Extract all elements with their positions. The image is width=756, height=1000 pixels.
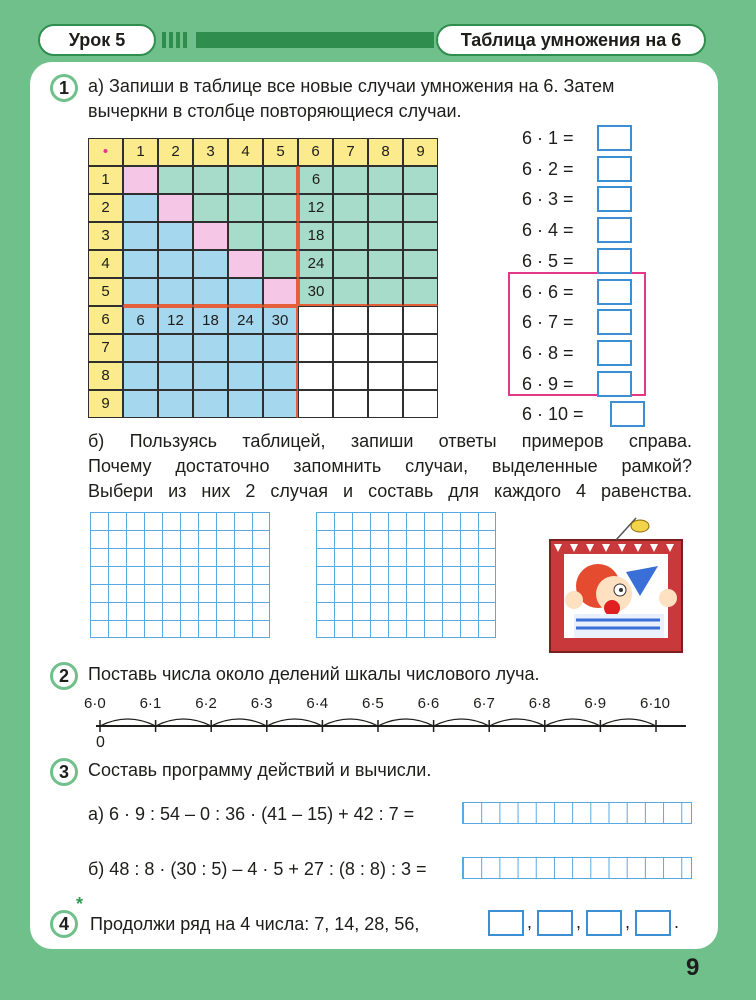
table-cell[interactable] xyxy=(263,222,298,250)
table-cell[interactable]: 12 xyxy=(298,194,333,222)
table-row-header: 4 xyxy=(88,250,123,278)
ray-label: 6·10 xyxy=(640,695,671,712)
task-1b-line-2: Почему достаточно запомнить случаи, выделенные рамкой? xyxy=(88,456,692,476)
task-3b-expression: б) 48 : 8 · (30 : 5) – 4 · 5 + 27 : (8 : 8) : 3 = xyxy=(88,859,427,879)
equation-text: 6 · 4 = xyxy=(522,220,574,241)
equation-answer-box[interactable] xyxy=(597,340,632,366)
table-cell[interactable] xyxy=(158,278,193,306)
equation-answer-box[interactable] xyxy=(597,156,632,182)
ray-label: 6·2 xyxy=(195,695,217,712)
ray-label: 6·0 xyxy=(84,695,106,712)
table-column-header: 4 xyxy=(228,138,263,166)
table-cell[interactable] xyxy=(228,278,263,306)
ray-label: 6·8 xyxy=(528,695,551,712)
answer-grid-1[interactable] xyxy=(90,512,270,638)
table-column-header: 1 xyxy=(123,138,158,166)
equation-text: 6 · 1 = xyxy=(522,128,574,148)
table-column-header: 9 xyxy=(403,138,438,166)
table-row-header: 9 xyxy=(88,390,123,418)
ray-label: 6·4 xyxy=(306,695,329,712)
clown-illustration xyxy=(540,510,700,660)
equation-answer-box[interactable] xyxy=(597,217,632,243)
table-row-header: 7 xyxy=(88,334,123,362)
table-cell[interactable] xyxy=(158,362,193,390)
table-cell[interactable] xyxy=(123,194,158,222)
table-column-header: 3 xyxy=(193,138,228,166)
equation-text: 6 · 10 = xyxy=(522,404,584,425)
table-cell[interactable] xyxy=(333,390,368,418)
table-cell[interactable] xyxy=(193,334,228,362)
table-cell[interactable] xyxy=(298,306,333,334)
ray-arc xyxy=(211,719,267,726)
table-cell[interactable] xyxy=(158,166,193,194)
table-cell[interactable] xyxy=(298,334,333,362)
table-cell[interactable] xyxy=(193,250,228,278)
table-cell[interactable] xyxy=(368,306,403,334)
table-cell[interactable]: 24 xyxy=(298,250,333,278)
table-cell[interactable] xyxy=(403,278,438,306)
ray-label: 6·7 xyxy=(473,695,495,712)
table-cell[interactable] xyxy=(193,194,228,222)
table-row-header: 8 xyxy=(88,362,123,390)
ray-arc xyxy=(378,719,434,726)
ray-arc xyxy=(267,719,323,726)
difficulty-star: * xyxy=(76,894,84,914)
ray-arc xyxy=(156,719,212,726)
table-cell[interactable] xyxy=(333,166,368,194)
table-cell[interactable] xyxy=(158,222,193,250)
equation-text: 6 · 6 = xyxy=(522,281,574,302)
ray-arc xyxy=(545,719,601,726)
table-cell[interactable]: 18 xyxy=(193,306,228,334)
equation-answer-box[interactable] xyxy=(597,309,632,335)
table-cell[interactable] xyxy=(333,222,368,250)
table-cell[interactable] xyxy=(298,390,333,418)
table-cell[interactable]: 30 xyxy=(298,278,333,306)
table-cell[interactable]: 30 xyxy=(263,306,298,334)
table-cell[interactable] xyxy=(403,166,438,194)
table-cell[interactable]: 6 xyxy=(123,306,158,334)
equation-answer-box[interactable] xyxy=(610,401,645,427)
table-cell[interactable] xyxy=(263,390,298,418)
sequence-separator: . xyxy=(674,912,680,932)
table-cell[interactable] xyxy=(228,390,263,418)
equation-text: 6 · 8 = xyxy=(522,342,574,363)
table-cell[interactable] xyxy=(193,222,228,250)
table-cell[interactable]: 24 xyxy=(228,306,263,334)
table-cell[interactable] xyxy=(158,334,193,362)
table-cell[interactable]: 18 xyxy=(298,222,333,250)
sequence-separator: , xyxy=(576,912,582,932)
table-column-header: 5 xyxy=(263,138,298,166)
table-cell[interactable] xyxy=(228,194,263,222)
ray-label: 6·3 xyxy=(250,695,273,712)
table-cell[interactable] xyxy=(193,390,228,418)
equation-text: 6 · 3 = xyxy=(522,189,574,210)
table-cell[interactable] xyxy=(228,222,263,250)
equation-answer-box[interactable] xyxy=(597,186,632,212)
table-row-header: 6 xyxy=(88,306,123,334)
table-cell[interactable] xyxy=(368,250,403,278)
ray-label: 6·5 xyxy=(362,695,384,712)
ray-arc xyxy=(489,719,545,726)
table-cell[interactable] xyxy=(403,362,438,390)
table-row-header: 2 xyxy=(88,194,123,222)
table-cell[interactable] xyxy=(368,166,403,194)
table-column-header: 2 xyxy=(158,138,193,166)
equation-text: 6 · 7 = xyxy=(522,312,574,333)
answer-grid-2[interactable] xyxy=(316,512,496,638)
table-column-header: 8 xyxy=(368,138,403,166)
table-cell[interactable] xyxy=(263,194,298,222)
equation-answer-box[interactable] xyxy=(597,279,632,305)
table-cell[interactable] xyxy=(193,362,228,390)
table-cell[interactable] xyxy=(368,194,403,222)
task-1b-line-1: б) Пользуясь таблицей, запиши ответы примеров справа. xyxy=(88,431,692,451)
equation-answer-box[interactable] xyxy=(597,125,632,151)
table-cell[interactable]: 12 xyxy=(158,306,193,334)
table-cell[interactable] xyxy=(158,194,193,222)
table-cell[interactable] xyxy=(403,194,438,222)
task-4-number: 4 xyxy=(50,910,78,938)
equation-text: 6 · 5 = xyxy=(522,250,574,271)
equation-text: 6 · 9 = xyxy=(522,373,574,394)
table-cell[interactable] xyxy=(333,362,368,390)
task-4-text: Продолжи ряд на 4 числа: 7, 14, 28, 56, xyxy=(90,914,420,934)
equation-text: 6 · 2 = xyxy=(522,158,574,179)
ray-label: 6·1 xyxy=(139,695,162,712)
ray-arc xyxy=(322,719,378,726)
table-cell[interactable] xyxy=(368,222,403,250)
sequence-answer-box[interactable] xyxy=(586,910,622,936)
equation-answer-box[interactable] xyxy=(597,248,632,274)
table-corner: • xyxy=(88,138,123,166)
table-row-header: 3 xyxy=(88,222,123,250)
table-cell[interactable] xyxy=(403,334,438,362)
table-cell[interactable] xyxy=(193,278,228,306)
table-cell[interactable] xyxy=(263,278,298,306)
table-cell[interactable] xyxy=(333,306,368,334)
table-cell[interactable] xyxy=(228,334,263,362)
table-cell[interactable] xyxy=(368,278,403,306)
table-cell[interactable] xyxy=(123,362,158,390)
ray-label: 6·6 xyxy=(417,695,440,712)
table-cell[interactable] xyxy=(333,334,368,362)
table-row-header: 1 xyxy=(88,166,123,194)
task-3b-answer-cells[interactable] xyxy=(462,857,692,879)
table-cell[interactable] xyxy=(333,250,368,278)
task-3a-answer-cells[interactable] xyxy=(462,802,692,824)
table-cell[interactable] xyxy=(403,250,438,278)
sequence-answer-box[interactable] xyxy=(537,910,573,936)
table-cell[interactable] xyxy=(123,278,158,306)
table-cell[interactable] xyxy=(228,250,263,278)
header-stripes xyxy=(162,32,190,53)
sequence-separator: , xyxy=(527,912,533,932)
ray-label: 6·9 xyxy=(584,695,607,712)
table-cell[interactable] xyxy=(368,390,403,418)
table-cell[interactable] xyxy=(123,222,158,250)
lesson-label: Урок 5 xyxy=(38,24,156,56)
number-ray[interactable] xyxy=(86,712,694,744)
equation-answer-box[interactable] xyxy=(597,371,632,397)
table-cell[interactable] xyxy=(263,362,298,390)
ray-zero-label: 0 xyxy=(96,734,105,751)
ray-arc xyxy=(100,719,156,726)
table-cell[interactable] xyxy=(263,166,298,194)
table-cell[interactable] xyxy=(333,194,368,222)
table-cell[interactable] xyxy=(263,250,298,278)
table-cell[interactable] xyxy=(403,306,438,334)
sequence-answer-box[interactable] xyxy=(488,910,524,936)
table-cell[interactable] xyxy=(158,250,193,278)
table-row-header: 5 xyxy=(88,278,123,306)
sequence-answer-box[interactable] xyxy=(635,910,671,936)
sequence-separator: , xyxy=(625,912,631,932)
task-2-text: Поставь числа около делений шкалы числового луча. xyxy=(88,664,540,684)
ray-arc xyxy=(434,719,490,726)
page-number: 9 xyxy=(686,954,700,981)
table-cell[interactable] xyxy=(123,390,158,418)
header-bar xyxy=(196,32,434,48)
task-2-number: 2 xyxy=(50,662,78,690)
task-3-number: 3 xyxy=(50,758,78,786)
table-cell[interactable] xyxy=(403,222,438,250)
task-1-text-line-2: вычеркни в столбце повторяющиеся случаи. xyxy=(88,101,462,121)
task-3a-expression: а) 6 · 9 : 54 – 0 : 36 · (41 – 15) + 42 : 7 = xyxy=(88,804,415,824)
table-cell[interactable] xyxy=(298,362,333,390)
table-cell[interactable] xyxy=(333,278,368,306)
table-cell[interactable] xyxy=(123,166,158,194)
topic-label: Таблица умножения на 6 xyxy=(436,24,706,56)
table-cell[interactable] xyxy=(368,362,403,390)
table-column-header: 7 xyxy=(333,138,368,166)
table-cell[interactable] xyxy=(228,166,263,194)
task-1-text-line-1: а) Запиши в таблице все новые случаи умножения на 6. Затем xyxy=(88,76,615,96)
table-cell[interactable] xyxy=(368,334,403,362)
table-cell[interactable] xyxy=(158,390,193,418)
table-column-header: 6 xyxy=(298,138,333,166)
table-cell[interactable] xyxy=(123,334,158,362)
table-cell[interactable] xyxy=(263,334,298,362)
table-cell[interactable] xyxy=(403,390,438,418)
task-1b-line-3: Выбери из них 2 случая и составь для каждого 4 равенства. xyxy=(88,481,692,501)
task-3-text: Составь программу действий и вычисли. xyxy=(88,760,432,780)
table-cell[interactable] xyxy=(123,250,158,278)
table-cell[interactable] xyxy=(193,166,228,194)
table-cell[interactable] xyxy=(228,362,263,390)
table-cell[interactable]: 6 xyxy=(298,166,333,194)
ray-arc xyxy=(600,719,656,726)
task-1-number: 1 xyxy=(50,74,78,102)
